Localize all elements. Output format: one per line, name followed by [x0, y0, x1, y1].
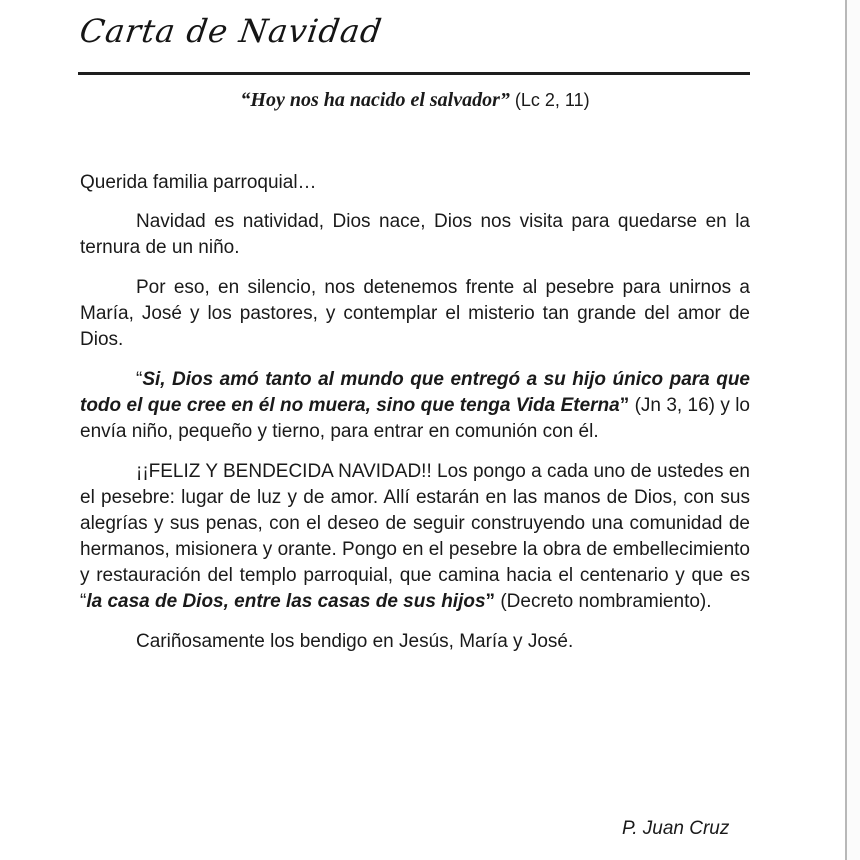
close-quote: ” — [619, 395, 630, 416]
epigraph — [80, 89, 750, 112]
bible-quote: Si, Dios amó tanto al mundo que entregó a su hijo único para que todo el que cree en él no muera, sino que tenga Vida Eterna — [80, 369, 750, 416]
epigraph-quote: “Hoy nos ha nacido el salvador” — [240, 89, 510, 111]
title-divider — [78, 72, 750, 75]
paragraph-john-quote — [80, 367, 750, 445]
letter-body — [80, 170, 750, 669]
paragraph-feliz-navidad — [80, 459, 750, 615]
decree-quote: la casa de Dios, entre las casas de sus hijos — [86, 591, 486, 612]
paragraph-blessing: Cariñosamente los bendigo en Jesús, María y José. — [136, 631, 574, 652]
epigraph-reference: (Lc 2, 11) — [509, 90, 590, 110]
open-quote: “ — [136, 369, 143, 390]
paragraph-text-before: ¡¡FELIZ Y BENDECIDA NAVIDAD!! Los pongo a cada uno de ustedes en el pesebre: lugar de luz y de amor. Allí estarán en las manos de Dios, con sus alegrías y sus penas, con el deseo de seguir construyendo una comunidad de hermanos, misionera y orante. Pongo en el pesebre la obra de embellecimiento y restauración del templo parroquial, que camina hacia el centenario y que es — [80, 461, 750, 586]
paragraph-continuation: y lo envía niño, pequeño y tierno, para entrar en comunión con él. — [80, 395, 750, 442]
paragraph-text-after: (Decreto nombramiento). — [495, 591, 712, 612]
bible-reference: (Jn 3, 16) — [629, 395, 715, 416]
paragraph-silence: Por eso, en silencio, nos detenemos frente al pesebre para unirnos a María, José y los pastores, y contemplar el misterio tan grande del amor de Dios. — [80, 277, 750, 350]
letter-title: Carta de Navidad — [77, 12, 385, 50]
paragraph-nativity: Navidad es natividad, Dios nace, Dios nos visita para quedarse en la ternura de un niño. — [80, 211, 750, 258]
greeting: Querida familia parroquial… — [80, 172, 317, 193]
page-margin — [847, 0, 860, 860]
close-quote: ” — [485, 591, 496, 612]
open-quote: “ — [80, 591, 87, 612]
signature: P. Juan Cruz — [622, 818, 730, 839]
